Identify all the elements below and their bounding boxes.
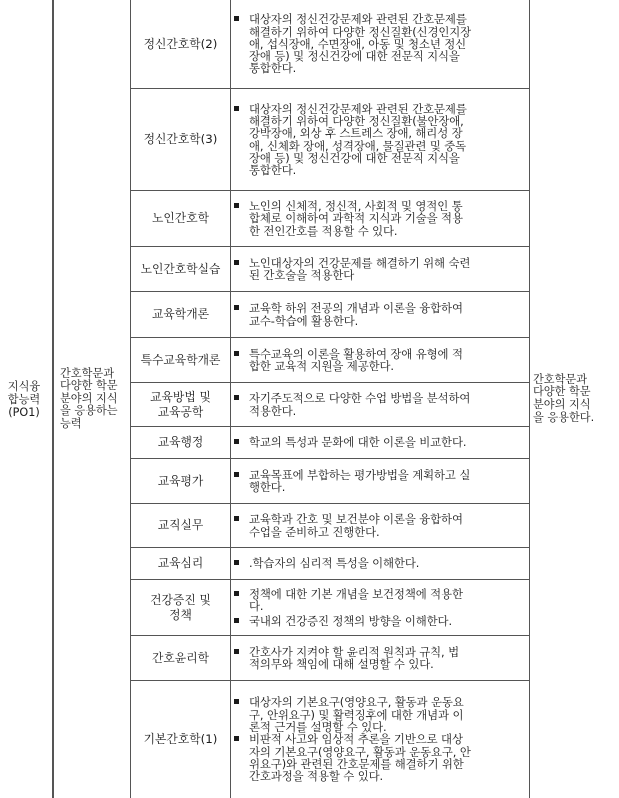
row-divider — [130, 458, 530, 459]
course-cell — [131, 89, 230, 190]
course-cell — [131, 459, 230, 503]
course-name: 노인간호학 — [152, 211, 209, 226]
row-divider — [130, 579, 530, 580]
course-name: 정신간호학(2) — [143, 36, 218, 51]
bullet-icon — [234, 305, 239, 310]
bullet-icon — [234, 203, 239, 208]
competency-name-cell — [0, 0, 48, 798]
description-item: 국내외 건강증진 정책의 방향을 이해한다. — [234, 615, 521, 627]
course-name: 특수교육학개론 — [140, 352, 221, 367]
course-name: 기본간호학(1) — [143, 732, 218, 747]
description-item: 정책에 대한 기본 개념을 보건정책에 적용한 다. — [234, 588, 521, 613]
description-cell — [231, 636, 529, 680]
course-name: 교직실무 — [157, 518, 204, 533]
course-cell — [131, 292, 230, 337]
description-item: 간호사가 지켜야 할 윤리적 원칙과 규칙, 법 적의무와 책임에 대해 설명할 수 있다. — [234, 646, 521, 671]
bullet-icon — [234, 699, 239, 704]
description-item: 노인대상자의 건강문제를 해결하기 위해 숙련 된 간호술을 적용한다 — [234, 257, 521, 282]
row-divider — [130, 547, 530, 548]
bullet-icon — [234, 260, 239, 265]
bullet-icon — [234, 591, 239, 596]
row-divider — [130, 88, 530, 89]
row-divider — [130, 337, 530, 338]
row-divider — [130, 635, 530, 636]
row-divider — [130, 680, 530, 681]
row-divider — [130, 382, 530, 383]
course-cell — [131, 504, 230, 547]
description-cell — [231, 383, 529, 426]
course-cell — [131, 338, 230, 382]
course-name: 정신간호학(3) — [143, 132, 218, 147]
description-cell — [231, 292, 529, 337]
row-divider — [130, 246, 530, 247]
competency-goal: 간호학문과 다양한 학문 분야의 지식 을 응용한다. — [533, 372, 595, 424]
description-cell — [231, 681, 529, 798]
row-divider — [130, 503, 530, 504]
course-name: 교육평가 — [157, 473, 204, 488]
course-cell — [131, 681, 230, 798]
description-cell — [231, 548, 529, 579]
bullet-icon — [234, 618, 239, 623]
competency-definition-cell — [57, 0, 130, 798]
table-border — [130, 0, 131, 798]
course-name: 교육행정 — [157, 435, 204, 450]
description-cell — [231, 580, 529, 635]
description-cell — [231, 504, 529, 547]
competency-name: 지식융 합능력 (PO1) — [7, 379, 41, 419]
course-name: 노인간호학실습 — [140, 261, 221, 276]
course-cell — [131, 636, 230, 680]
table-border — [529, 0, 530, 798]
description-item: 특수교육의 이론을 활용하여 장애 유형에 적 합한 교육적 지원을 제공한다. — [234, 348, 521, 373]
bullet-icon — [234, 516, 239, 521]
description-item: 교육목표에 부합하는 평가방법을 계획하고 실 행한다. — [234, 469, 521, 494]
row-divider — [130, 291, 530, 292]
bullet-icon — [234, 106, 239, 111]
description-cell — [231, 191, 529, 246]
course-cell — [131, 191, 230, 246]
bullet-icon — [234, 736, 239, 741]
table-border — [230, 0, 231, 798]
description-item: 대상자의 정신건강문제와 관련된 간호문제를 해결하기 위하여 다양한 정신질환(불안장애, 강박장애, 외상 후 스트레스 장애, 해리성 장 애, 신체화 장애, 성격장애, 물질관련 및 중독 장애 등) 및 정신건강에 대한 전문직 지식을 통합한다. — [234, 103, 521, 177]
bullet-icon — [234, 439, 239, 444]
bullet-icon — [234, 472, 239, 477]
course-cell — [131, 247, 230, 291]
description-cell — [231, 338, 529, 382]
course-cell — [131, 580, 230, 635]
course-name: 건강증진 및 정책 — [150, 592, 211, 622]
table-border — [52, 0, 54, 798]
course-cell — [131, 0, 230, 88]
course-name: 교육심리 — [157, 556, 204, 571]
bullet-icon — [234, 16, 239, 21]
description-item: 자기주도적으로 다양한 수업 방법을 분석하여 적용한다. — [234, 392, 521, 417]
course-cell — [131, 548, 230, 579]
competency-goal-cell — [530, 0, 619, 798]
description-item: 학교의 특성과 문화에 대한 이론을 비교한다. — [234, 436, 521, 448]
description-item: .학습자의 심리적 특성을 이해한다. — [234, 557, 521, 569]
description-cell — [231, 459, 529, 503]
description-item: 교육학과 간호 및 보건분야 이론을 융합하여 수업을 준비하고 진행한다. — [234, 513, 521, 538]
competency-definition: 간호학문과 다양한 학문 분야의 지식 을 응용하는 능력 — [60, 366, 118, 430]
course-name: 교육학개론 — [152, 307, 209, 322]
course-cell — [131, 427, 230, 458]
course-name: 교육방법 및 교육공학 — [150, 389, 211, 419]
description-cell — [231, 0, 529, 88]
course-name: 간호윤리학 — [152, 650, 209, 665]
description-item: 대상자의 정신건강문제와 관련된 간호문제를 해결하기 위하여 다양한 정신질환(신경인지장 애, 섭식장애, 수면장애, 아동 및 청소년 정신 장애 등) 및 정신건강에 대한 전문직 지식을 통합한다. — [234, 13, 521, 74]
description-cell — [231, 89, 529, 190]
bullet-icon — [234, 649, 239, 654]
bullet-icon — [234, 351, 239, 356]
row-divider — [130, 426, 530, 427]
description-item: 대상자의 기본요구(영양요구, 활동과 운동요 구, 안위요구) 및 활력징후에 대한 개념과 이 론적 근거를 설명할 수 있다. — [234, 696, 521, 733]
bullet-icon — [234, 395, 239, 400]
row-divider — [130, 190, 530, 191]
description-item: 비판적 사고와 임상적 추론을 기반으로 대상 자의 기본요구(영양요구, 활동과 운동요구, 안 위요구)와 관련된 간호문제를 해결하기 위한 간호과정을 적용할 수 있다. — [234, 733, 521, 782]
description-cell — [231, 427, 529, 458]
course-cell — [131, 383, 230, 426]
bullet-icon — [234, 560, 239, 565]
description-cell — [231, 247, 529, 291]
description-item: 교육학 하위 전공의 개념과 이론을 융합하여 교수-학습에 활용한다. — [234, 302, 521, 327]
description-item: 노인의 신체적, 정신적, 사회적 및 영적인 통 합체로 이해하여 과학적 지식과 기술을 적용 한 전인간호를 적용할 수 있다. — [234, 200, 521, 237]
